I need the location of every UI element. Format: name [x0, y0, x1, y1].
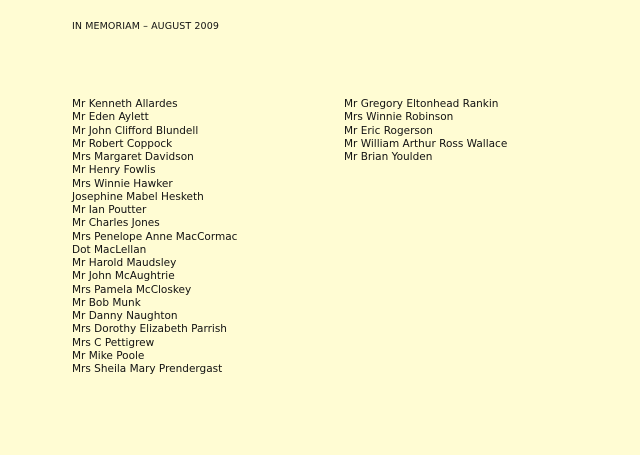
memorial-name: Mrs Sheila Mary Prendergast	[72, 363, 223, 375]
memorial-name: Mr William Arthur Ross Wallace	[344, 137, 508, 150]
memorial-name: Mr Danny Naughton	[72, 310, 178, 322]
name-column-right	[344, 98, 507, 164]
memorial-name: Mr John Clifford Blundell	[72, 124, 199, 137]
memorial-name: Mr Harold Maudsley	[72, 257, 177, 269]
memorial-name: Josephine Mabel Hesketh	[72, 190, 204, 203]
memorial-name: Mr Brian Youlden	[344, 151, 433, 163]
memorial-name: Mrs Pamela McCloskey	[72, 283, 192, 296]
memorial-name: Mr Eden Aylett	[72, 111, 149, 124]
memorial-name: Mrs Winnie Hawker	[72, 177, 173, 190]
memorial-name: Mrs C Pettigrew	[72, 336, 155, 349]
memorial-name: Mr Ian Poutter	[72, 204, 147, 216]
memorial-name: Mr Bob Munk	[72, 296, 141, 309]
memorial-name: Mr Henry Fowlis	[72, 164, 156, 177]
memorial-name: Mrs Dorothy Elizabeth Parrish	[72, 323, 227, 336]
memorial-name: Mr Eric Rogerson	[344, 124, 433, 137]
memorial-name: Mr Mike Poole	[72, 349, 145, 362]
memorial-name: Mr John McAughtrie	[72, 270, 175, 283]
memorial-name: Mr Charles Jones	[72, 217, 160, 230]
memorial-name: Mr Gregory Eltonhead Rankin	[344, 98, 499, 110]
memorial-name: Mr Kenneth Allardes	[72, 98, 178, 110]
memorial-name: Dot MacLellan	[72, 243, 147, 256]
memorial-name: Mr Robert Coppock	[72, 137, 173, 150]
name-column-left	[72, 98, 237, 376]
memorial-name: Mrs Penelope Anne MacCormac	[72, 230, 238, 243]
memorial-name: Mrs Margaret Davidson	[72, 151, 194, 163]
memorial-name: Mrs Winnie Robinson	[344, 111, 454, 124]
page-title: IN MEMORIAM – AUGUST 2009	[72, 21, 219, 32]
